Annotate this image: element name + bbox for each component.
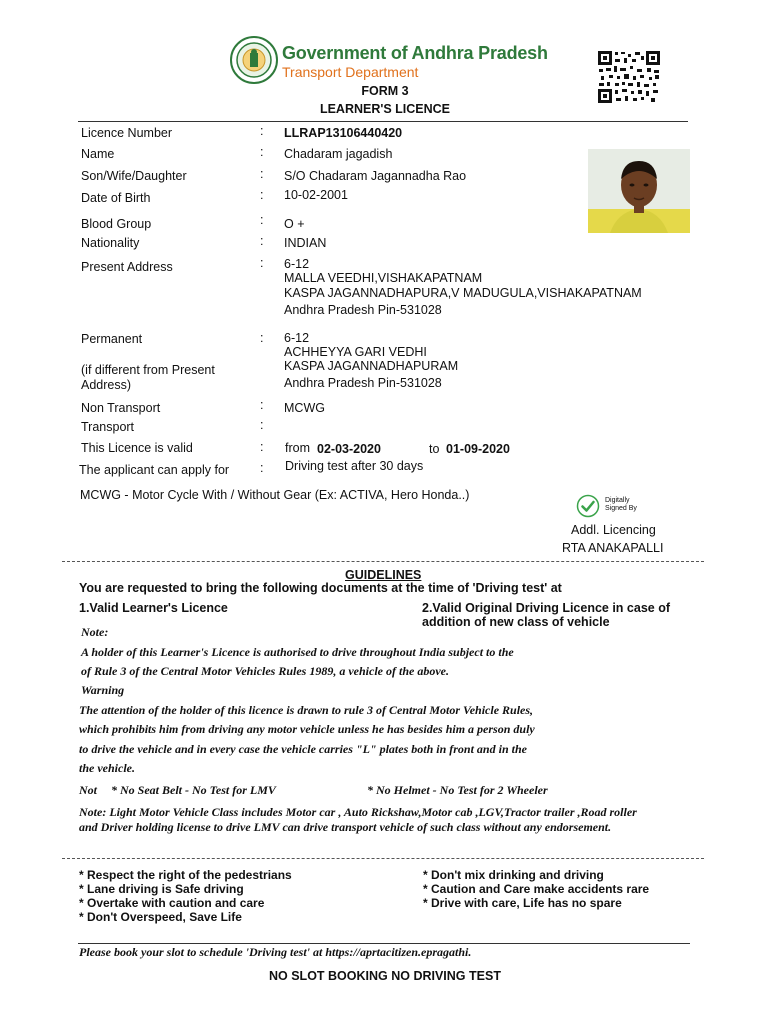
- note-line: A holder of this Learner's Licence is authorised to drive throughout India subject to the: [81, 645, 514, 659]
- colon: :: [260, 418, 264, 432]
- required-doc-1: 1.Valid Learner's Licence: [79, 601, 228, 615]
- valid-from-label: from: [285, 441, 310, 455]
- colon: :: [260, 188, 264, 202]
- colon: :: [260, 234, 264, 248]
- no-slot-warning: NO SLOT BOOKING NO DRIVING TEST: [269, 969, 501, 983]
- present-address-line: MALLA VEEDHI,VISHAKAPATNAM: [284, 271, 483, 285]
- permanent-address-line: ACHHEYYA GARI VEDHI: [284, 345, 427, 359]
- label-apply-for: The applicant can apply for: [79, 463, 230, 477]
- form-number: FORM 3: [361, 84, 409, 98]
- safety-tip: * Lane driving is Safe driving: [79, 882, 244, 896]
- value-nationality: INDIAN: [284, 236, 327, 250]
- warning-line: which prohibits him from driving any motor vehicle unless he has besides him a person duly: [79, 722, 535, 736]
- value-name: Chadaram jagadish: [284, 147, 393, 161]
- present-address-line: KASPA JAGANNADHAPURA,V MADUGULA,VISHAKAPATNAM: [284, 286, 642, 300]
- footer-divider: [78, 943, 690, 944]
- label-permanent-note: (if different from Present Address): [81, 363, 215, 392]
- slot-booking-note: Please book your slot to schedule 'Driving test' at https://aprtacitizen.epragathi.: [79, 945, 472, 959]
- signatory-role: Addl. Licencing: [571, 523, 656, 537]
- permanent-address-line: KASPA JAGANNADHAPURAM: [284, 359, 459, 373]
- label-non-transport: Non Transport: [81, 401, 161, 415]
- colon: :: [260, 461, 264, 475]
- safety-tip: * Don't Overspeed, Save Life: [79, 910, 242, 924]
- header-divider: [78, 121, 688, 122]
- dashed-divider: [62, 858, 704, 859]
- dashed-divider: [62, 561, 704, 562]
- value-date-of-birth: 10-02-2001: [284, 188, 348, 202]
- value-apply-for: Driving test after 30 days: [285, 459, 424, 473]
- label-name: Name: [81, 147, 115, 161]
- digitally-signed-line1: Digitally: [605, 497, 630, 504]
- safety-tip: * Overtake with caution and care: [79, 896, 265, 910]
- seatbelt-rule: * No Seat Belt - No Test for LMV: [111, 783, 276, 797]
- value-non-transport: MCWG: [284, 401, 325, 415]
- permanent-address-line: 6-12: [284, 331, 310, 345]
- not-label: Not: [79, 783, 97, 797]
- applicant-photo: [588, 149, 690, 233]
- valid-to-date: 01-09-2020: [446, 442, 510, 456]
- colon: :: [260, 167, 264, 181]
- value-licence-number: LLRAP13106440420: [284, 126, 403, 140]
- note-line: of Rule 3 of the Central Motor Vehicles Rules 1989, a vehicle of the above.: [81, 664, 449, 678]
- govt-title: Government of Andhra Pradesh: [282, 43, 548, 63]
- lmv-note: Note: Light Motor Vehicle Class includes Motor car , Auto Rickshaw,Motor cab ,LGV,Tractor trailer ,Road roller: [79, 805, 637, 819]
- present-address-line: 6-12: [284, 257, 310, 271]
- lmv-note: and Driver holding license to drive LMV can drive transport vehicle of such class without any endorsement.: [79, 820, 612, 834]
- label-nationality: Nationality: [81, 236, 140, 250]
- note-label: Note:: [81, 625, 109, 639]
- safety-tip: * Respect the right of the pedestrians: [79, 868, 292, 882]
- dept-title: Transport Department: [282, 64, 419, 80]
- label-present-address: Present Address: [81, 260, 173, 274]
- qr-code: [597, 50, 661, 104]
- colon: :: [260, 331, 264, 345]
- vehicle-class-note: MCWG - Motor Cycle With / Without Gear (Ex: ACTIVA, Hero Honda..): [80, 488, 470, 502]
- digitally-signed-line2: Signed By: [605, 505, 637, 512]
- colon: :: [260, 145, 264, 159]
- signatory-office: RTA ANAKAPALLI: [562, 541, 664, 555]
- valid-from-date: 02-03-2020: [317, 442, 381, 456]
- warning-line: The attention of the holder of this licence is drawn to rule 3 of Central Motor Vehicle Rules,: [79, 703, 534, 717]
- colon: :: [260, 440, 264, 454]
- safety-tip: * Caution and Care make accidents rare: [423, 882, 650, 896]
- digitally-signed-check-icon: [576, 494, 600, 518]
- safety-tip: * Don't mix drinking and driving: [423, 868, 604, 882]
- helmet-rule: * No Helmet - No Test for 2 Wheeler: [367, 783, 548, 797]
- guidelines-heading: GUIDELINES: [345, 568, 422, 582]
- value-son-wife-daughter: S/O Chadaram Jagannadha Rao: [284, 169, 467, 183]
- warning-line: to drive the vehicle and in every case the vehicle carries "L" plates both in front and in the: [79, 742, 527, 756]
- warning-line: the vehicle.: [79, 761, 135, 775]
- label-son-wife-daughter: Son/Wife/Daughter: [81, 169, 187, 183]
- label-transport: Transport: [81, 420, 135, 434]
- label-blood-group: Blood Group: [81, 217, 152, 231]
- present-address-line: Andhra Pradesh Pin-531028: [284, 303, 442, 317]
- document-title: LEARNER'S LICENCE: [319, 102, 451, 116]
- colon: :: [260, 256, 264, 270]
- colon: :: [260, 398, 264, 412]
- required-doc-2-line1: 2.Valid Original Driving Licence in case of: [422, 601, 670, 615]
- label-permanent-address: Permanent: [81, 332, 143, 346]
- label-valid: This Licence is valid: [81, 441, 193, 455]
- value-blood-group: O +: [284, 217, 305, 231]
- guidelines-intro: You are requested to bring the following documents at the time of 'Driving test' at: [79, 581, 562, 595]
- warning-label: Warning: [81, 683, 125, 697]
- colon: :: [260, 213, 264, 227]
- ap-emblem-logo: [230, 36, 278, 84]
- required-doc-2-line2: addition of new class of vehicle: [422, 615, 610, 629]
- safety-tip: * Drive with care, Life has no spare: [423, 896, 622, 910]
- label-date-of-birth: Date of Birth: [81, 191, 151, 205]
- label-licence-number: Licence Number: [81, 126, 173, 140]
- permanent-address-line: Andhra Pradesh Pin-531028: [284, 376, 442, 390]
- valid-to-label: to: [429, 442, 440, 456]
- colon: :: [260, 124, 264, 138]
